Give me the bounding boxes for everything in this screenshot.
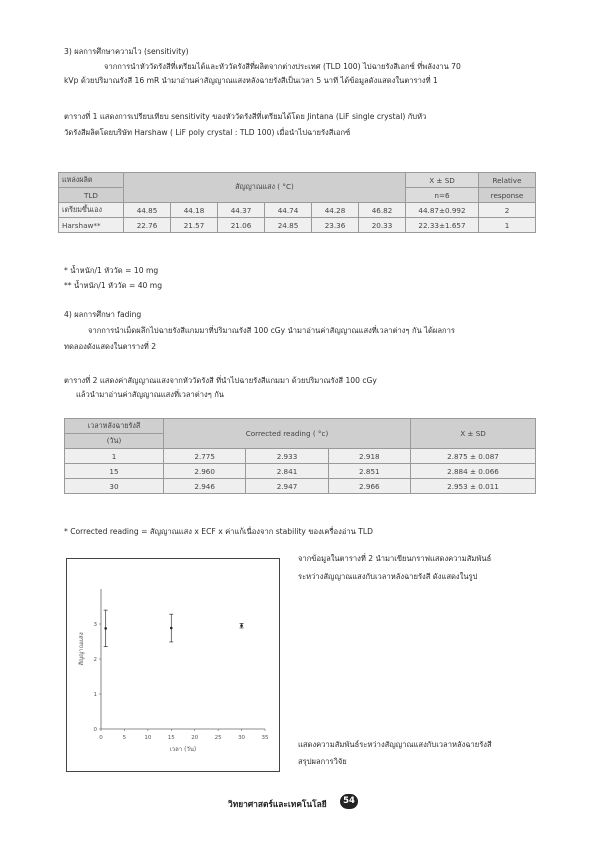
section3-paragraph-line2: kVp ด้วยปริมาณรังสี 16 mR นำมาอ่านค่าสัญญาณแสงหลังฉายรังสีเป็นเวลา 5 นาที ได้ข้อมูลดังแสดงในตารางที่ 1 — [64, 76, 438, 85]
table2-cell: 2.966 — [328, 479, 410, 494]
data-point — [104, 627, 107, 630]
table-row — [59, 203, 536, 218]
x-axis-label: เวลา (วัน) — [169, 746, 197, 753]
table1-head-n: n=6 — [406, 188, 479, 203]
table1-note1: * น้ำหนัก/1 หัววัด = 10 mg — [64, 266, 159, 275]
table2-cell: 2.851 — [328, 464, 410, 479]
x-tick-label: 5 — [122, 735, 127, 741]
fading-plot — [67, 559, 279, 771]
table2-cell-day: 15 — [65, 464, 164, 479]
y-axis-label: สัญญาณแสง — [78, 632, 85, 666]
graph-description-line2: ระหว่างสัญญาณแสงกับเวลาหลังฉายรังสี ดังแสดงในรูป — [298, 572, 478, 581]
table2-cell-day: 1 — [65, 449, 164, 464]
table-row — [65, 464, 536, 479]
table-row — [65, 449, 536, 464]
plot-points — [104, 610, 244, 647]
table1-cell: 23.36 — [312, 218, 359, 233]
x-tick-label: 15 — [167, 735, 175, 741]
plot-x-ticks — [99, 729, 269, 741]
plot-y-ticks — [94, 622, 102, 733]
table-row — [65, 479, 536, 494]
fading-plot-frame — [66, 558, 280, 772]
table1-caption-line1: ตารางที่ 1 แสดงการเปรียบเทียบ sensitivity ของหัววัดรังสีที่เตรียมได้โดย Jintana (LiF single crystal) กับหัว — [64, 112, 427, 121]
table1-cell: 44.28 — [312, 203, 359, 218]
table-row — [59, 218, 536, 233]
table1-head-source-sub: TLD — [59, 188, 124, 203]
y-tick-label: 1 — [93, 692, 97, 698]
table1-cell: 44.74 — [265, 203, 312, 218]
section4-paragraph-line2: ทดลองดังแสดงในตารางที่ 2 — [64, 342, 157, 351]
y-tick-label: 0 — [93, 727, 97, 733]
table1-cell: 21.57 — [171, 218, 218, 233]
table2-cell-mean: 2.875 ± 0.087 — [411, 449, 536, 464]
graph-description-line1: จากข้อมูลในตารางที่ 2 นำมาเขียนกราฟแสดงความสัมพันธ์ — [298, 554, 492, 563]
table2-cell: 2.841 — [246, 464, 328, 479]
table1-cell: 44.37 — [218, 203, 265, 218]
section3-heading: 3) ผลการศึกษาความไว (sensitivity) — [64, 47, 189, 56]
data-point — [170, 627, 173, 630]
table2-cell-mean: 2.884 ± 0.066 — [411, 464, 536, 479]
table1-head-mean: X ± SD — [406, 173, 479, 188]
table1-cell-source: Harshaw** — [59, 218, 124, 233]
table2-caption-line1: ตารางที่ 2 แสดงค่าสัญญาณแสงจากหัววัดรังสี ที่นำไปฉายรังสีแกมมา ด้วยปริมาณรังสี 100 cGy — [64, 376, 377, 385]
x-tick-label: 35 — [261, 735, 269, 741]
conclusion-heading: สรุปผลการวิจัย — [298, 757, 347, 766]
table1 — [58, 172, 536, 233]
table1-cell: 44.85 — [124, 203, 171, 218]
plot-axes — [101, 589, 265, 729]
table1-caption-line2: วัดรังสีผลิตโดยบริษัท Harshaw ( LiF poly crystal : TLD 100) เมื่อนำไปฉายรังสีเอกซ์ — [64, 128, 351, 137]
table1-head-relative: Relative — [479, 173, 536, 188]
table2-cell-mean: 2.953 ± 0.011 — [411, 479, 536, 494]
section3-paragraph-line1: จากการนำหัววัดรังสีที่เตรียมได้และหัววัดรังสีที่ผลิตจากต่างประเทศ (TLD 100) ไปฉายรังสีเอกซ์ ที่พลังงาน 70 — [104, 62, 461, 71]
journal-name: วิทยาศาสตร์และเทคโนโลยี — [228, 799, 327, 809]
table2-head-mean: X ± SD — [411, 419, 536, 449]
x-tick-label: 25 — [214, 735, 222, 741]
y-tick-label: 3 — [93, 622, 97, 628]
x-tick-label: 10 — [144, 735, 152, 741]
section4-heading: 4) ผลการศึกษา fading — [64, 310, 142, 319]
table1-note2: ** น้ำหนัก/1 หัววัด = 40 mg — [64, 281, 163, 290]
table1-cell: 22.76 — [124, 218, 171, 233]
table1-head-response: response — [479, 188, 536, 203]
table1-cell-relative: 1 — [479, 218, 536, 233]
table2-cell: 2.946 — [164, 479, 246, 494]
table1-cell-mean: 22.33±1.657 — [406, 218, 479, 233]
table1-cell: 24.85 — [265, 218, 312, 233]
table1-head-signal: สัญญาณแสง ( °C) — [124, 173, 406, 203]
data-point — [240, 624, 243, 627]
figure-caption: แสดงความสัมพันธ์ระหว่างสัญญาณแสงกับเวลาหลังฉายรังสี — [298, 740, 492, 749]
x-tick-label: 0 — [99, 735, 103, 741]
table2-cell: 2.933 — [246, 449, 328, 464]
x-tick-label: 30 — [238, 735, 246, 741]
table2 — [64, 418, 536, 494]
table1-cell-relative: 2 — [479, 203, 536, 218]
table1-cell: 20.33 — [359, 218, 406, 233]
table2-cell: 2.960 — [164, 464, 246, 479]
table2-cell: 2.918 — [328, 449, 410, 464]
table2-head-time: เวลาหลังฉายรังสี — [65, 419, 164, 434]
table2-footnote: * Corrected reading = สัญญาณแสง x ECF x ค่าแก้เนื่องจาก stability ของเครื่องอ่าน TLD — [64, 527, 373, 536]
table1-cell-mean: 44.87±0.992 — [406, 203, 479, 218]
table2-head-time-unit: (วัน) — [65, 434, 164, 449]
y-tick-label: 2 — [93, 657, 97, 663]
section4-paragraph-line1: จากการนำเม็ดผลึกไปฉายรังสีแกมมาที่ปริมาณรังสี 100 cGy นำมาอ่านค่าสัญญาณแสงที่เวลาต่างๆ กัน ได้ผลการ — [88, 326, 455, 335]
table1-head-source: แหล่งผลิต — [59, 173, 124, 188]
x-tick-label: 20 — [191, 735, 199, 741]
table2-cell: 2.947 — [246, 479, 328, 494]
table2-cell-day: 30 — [65, 479, 164, 494]
table1-cell: 46.82 — [359, 203, 406, 218]
table2-cell: 2.775 — [164, 449, 246, 464]
page-number: 54 — [340, 794, 358, 809]
table2-caption-line2: แล้วนำมาอ่านค่าสัญญาณแสงที่เวลาต่างๆ กัน — [76, 390, 224, 399]
table2-head-reading: Corrected reading ( °c) — [164, 419, 411, 449]
table1-cell-source: เตรียมขึ้นเอง — [59, 203, 124, 218]
table1-cell: 44.18 — [171, 203, 218, 218]
table1-cell: 21.06 — [218, 218, 265, 233]
